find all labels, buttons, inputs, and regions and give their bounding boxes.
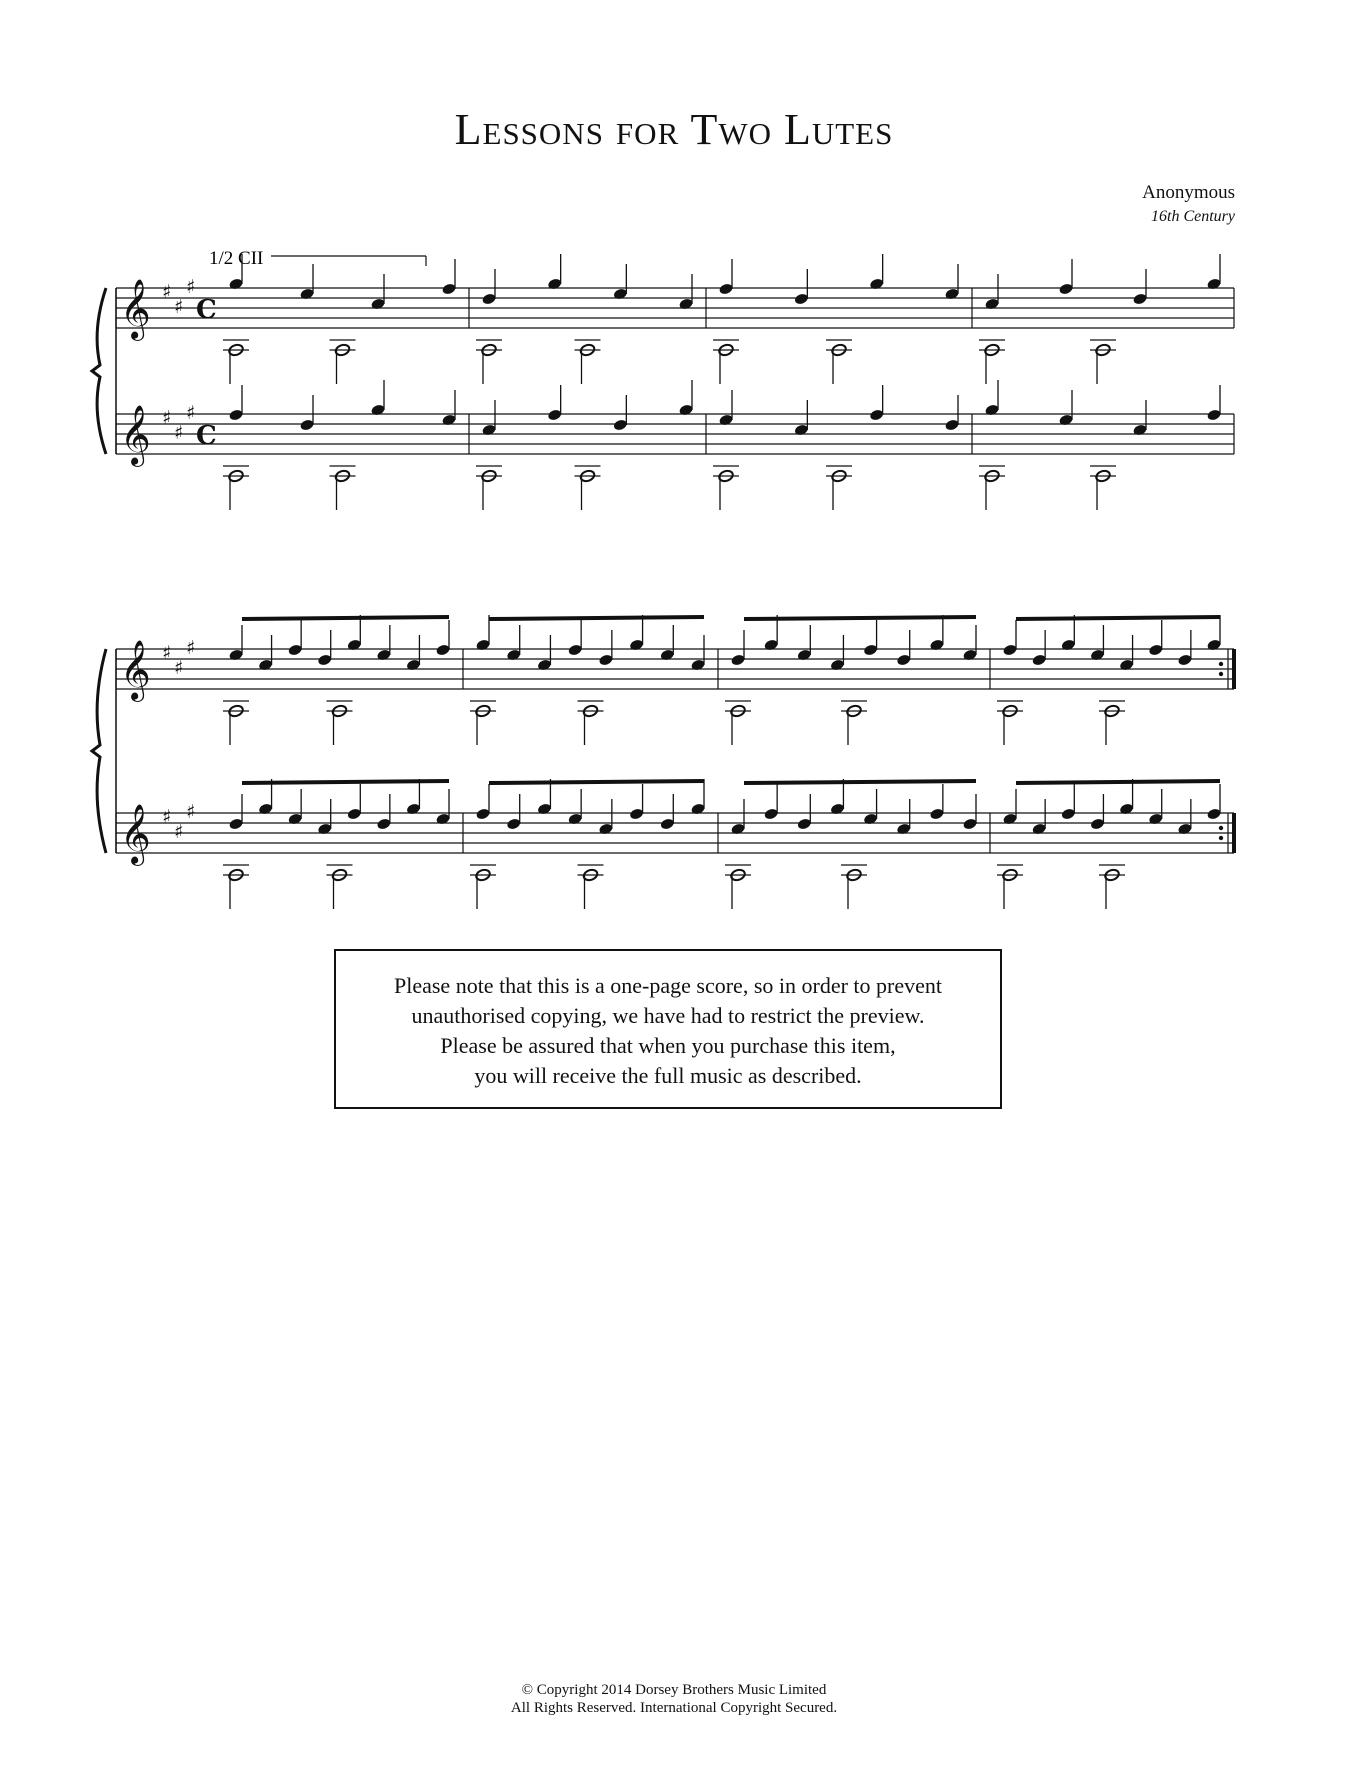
treble-clef: 𝄞: [120, 640, 151, 700]
sharp-sign: ♯: [174, 657, 184, 679]
system-brace: [92, 288, 106, 454]
sharp-sign: ♯: [186, 402, 196, 424]
sharp-sign: ♯: [174, 422, 184, 444]
treble-clef: 𝄞: [120, 279, 151, 339]
sharp-sign: ♯: [174, 821, 184, 843]
barre-marking: 1/2 CII: [209, 248, 264, 269]
score-title: Lessons for Two Lutes: [454, 105, 894, 154]
beam: [1016, 781, 1220, 783]
sharp-sign: ♯: [174, 296, 184, 318]
common-time: C: [196, 421, 217, 451]
composer-name: Anonymous: [1142, 182, 1235, 203]
staff-systems: [92, 254, 1234, 909]
notice-line: you will receive the full music as described.: [474, 1063, 862, 1088]
sharp-sign: ♯: [186, 276, 196, 298]
repeat-dot: [1219, 826, 1223, 830]
copyright-line: All Rights Reserved. International Copyright Secured.: [510, 1700, 838, 1716]
copyright-notice: [0, 1681, 1348, 1717]
beam: [1016, 617, 1220, 619]
preview-notice-box: [334, 949, 1002, 1109]
sharp-sign: ♯: [186, 637, 196, 659]
sharp-sign: ♯: [162, 281, 172, 303]
sharp-sign: ♯: [186, 801, 196, 823]
repeat-dot: [1219, 672, 1223, 676]
notice-line: Please be assured that when you purchase this item,: [440, 1033, 896, 1058]
sharp-sign: ♯: [162, 806, 172, 828]
beam: [242, 781, 449, 783]
treble-clef: 𝄞: [120, 804, 151, 864]
beam: [242, 617, 449, 619]
notice-line: unauthorised copying, we have had to restrict the preview.: [411, 1003, 925, 1028]
beam: [489, 781, 704, 783]
copyright-line: © Copyright 2014 Dorsey Brothers Music Limited: [521, 1682, 827, 1698]
repeat-dot: [1219, 836, 1223, 840]
sharp-sign: ♯: [162, 642, 172, 664]
system-brace: [92, 649, 106, 853]
beam: [744, 781, 976, 783]
repeat-dot: [1219, 662, 1223, 666]
treble-clef: 𝄞: [120, 405, 151, 465]
beam: [489, 617, 704, 619]
beam: [744, 617, 976, 619]
notice-line: Please note that this is a one-page score, so in order to prevent: [393, 973, 942, 998]
sharp-sign: ♯: [162, 407, 172, 429]
composer-era: 16th Century: [1151, 208, 1235, 225]
common-time: C: [196, 295, 217, 325]
